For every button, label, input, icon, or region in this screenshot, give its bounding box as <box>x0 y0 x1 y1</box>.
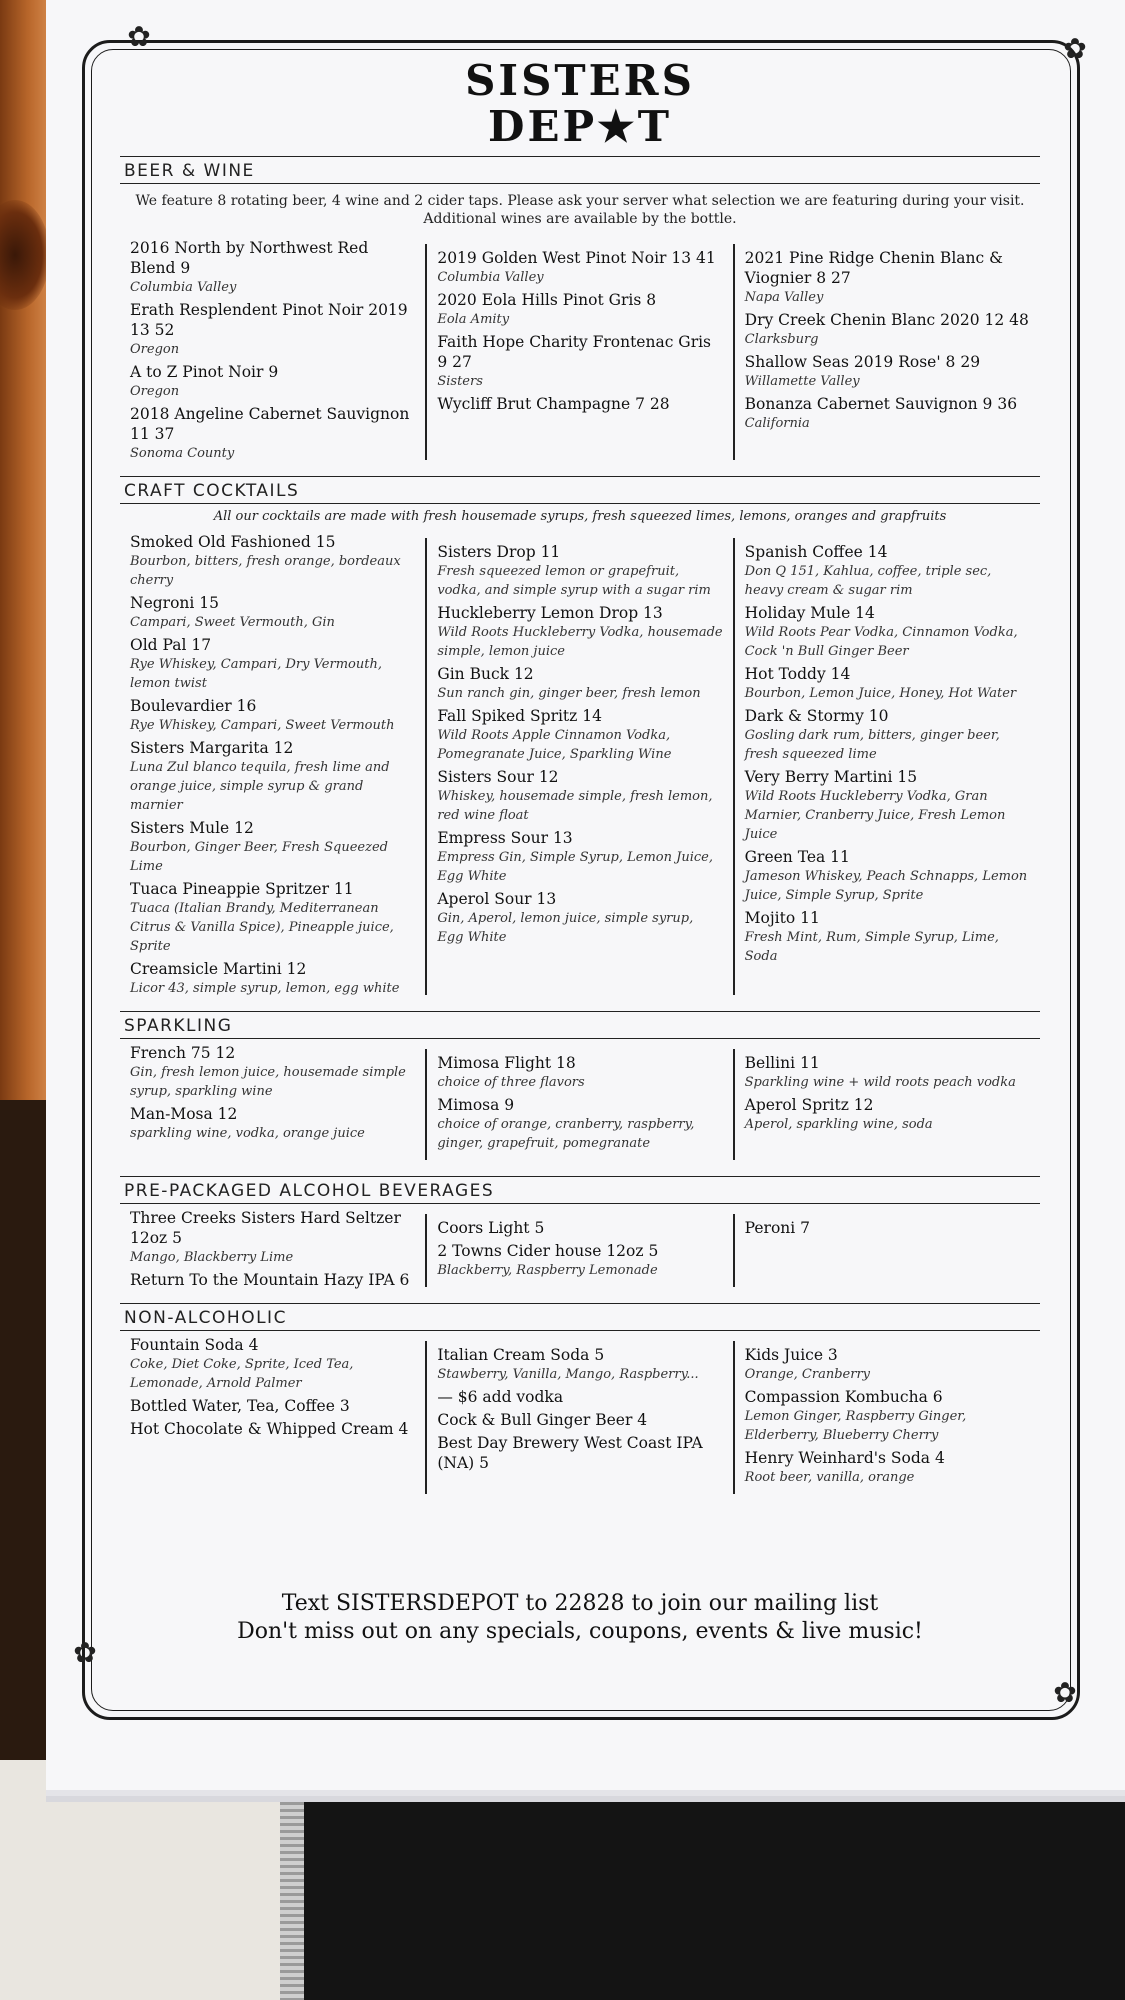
menu-item-description: Coke, Diet Coke, Sprite, Iced Tea, Lemonade, Arnold Palmer <box>130 1357 354 1391</box>
menu-columns <box>120 1039 1040 1170</box>
menu-item-description: Oregon <box>130 342 180 357</box>
mailing-list-footer <box>120 1590 1040 1646</box>
menu-item-description: Wild Roots Huckleberry Vodka, housemade simple, lemon juice <box>437 625 723 659</box>
menu-item-description: choice of three flavors <box>437 1075 585 1090</box>
menu-item-name: Aperol Sour 13 <box>437 890 557 908</box>
menu-item <box>745 352 1030 391</box>
menu-item-name: Bellini 11 <box>744 1054 820 1072</box>
menu-item <box>130 238 415 297</box>
menu-item <box>745 1218 1030 1238</box>
menu-item-description: Rye Whiskey, Campari, Dry Vermouth, lemon twist <box>130 657 382 691</box>
menu-item <box>130 738 415 815</box>
menu-item-name: Mimosa Flight 18 <box>437 1054 576 1072</box>
menu-item-name: Tuaca Pineappie Spritzer 11 <box>130 880 354 898</box>
menu-item-name: Spanish Coffee 14 <box>744 543 888 561</box>
menu-item-name: Return To the Mountain Hazy IPA 6 <box>130 1271 410 1289</box>
menu-item-name: Kids Juice 3 <box>744 1346 838 1364</box>
restaurant-name-line2: DEP★T <box>488 102 672 151</box>
menu-item <box>745 394 1030 433</box>
menu-item-description: Wild Roots Huckleberry Vodka, Gran Marnier, Cranberry Juice, Fresh Lemon Juice <box>744 789 1006 842</box>
menu-item-name: Fountain Soda 4 <box>130 1336 259 1354</box>
menu-item <box>437 1410 722 1430</box>
menu-item-description: Sparkling wine + wild roots peach vodka <box>744 1075 1016 1090</box>
menu-column <box>120 528 425 1005</box>
menu-item-description: Gosling dark rum, bitters, ginger beer, fresh squeezed lime <box>744 728 1000 762</box>
menu-item <box>130 1419 415 1439</box>
menu-item-description: Oregon <box>130 384 180 399</box>
menu-item-description: Stawberry, Vanilla, Mango, Raspberry... <box>437 1367 699 1382</box>
menu-item-name: Boulevardier 16 <box>130 697 257 715</box>
menu-item-name: Peroni 7 <box>744 1219 811 1237</box>
menu-item-description: Licor 43, simple syrup, lemon, egg white <box>130 981 400 996</box>
menu-item-description: Don Q 151, Kahlua, coffee, triple sec, heavy cream & sugar rim <box>744 564 992 598</box>
menu-item <box>745 603 1030 661</box>
menu-item <box>437 248 722 287</box>
menu-item <box>437 1218 722 1238</box>
footer-line: Don't miss out on any specials, coupons, events & live music! <box>237 1619 923 1644</box>
menu-item <box>130 1270 415 1290</box>
menu-item-name: Sisters Drop 11 <box>437 543 561 561</box>
menu-item-name: Man-Mosa 12 <box>130 1105 238 1123</box>
menu-item <box>437 290 722 329</box>
menu-item-description: Blackberry, Raspberry Lemonade <box>437 1263 658 1278</box>
menu-item-name: Very Berry Martini 15 <box>744 768 918 786</box>
menu-item-description: Napa Valley <box>744 290 824 305</box>
menu-item-description: Campari, Sweet Vermouth, Gin <box>130 615 335 630</box>
menu-item-name: Shallow Seas 2019 Rose' 8 29 <box>744 353 981 371</box>
menu-item-description: Eola Amity <box>437 312 510 327</box>
menu-item-name: Three Creeks Sisters Hard Seltzer 12oz 5 <box>130 1209 401 1247</box>
menu-item <box>130 959 415 998</box>
menu-item-description: Orange, Cranberry <box>744 1367 871 1382</box>
menu-item-description: choice of orange, cranberry, raspberry, ginger, grapefruit, pomegranate <box>437 1117 695 1151</box>
menu-item-description: Gin, Aperol, lemon juice, simple syrup, Egg White <box>437 911 694 945</box>
section-note: All our cocktails are made with fresh housemade syrups, fresh squeezed limes, lemons, oranges and grapfruits <box>213 509 947 524</box>
menu-item-description: California <box>744 416 810 431</box>
menu-item-description: Mango, Blackberry Lime <box>130 1250 294 1265</box>
menu-item-name: Negroni 15 <box>130 594 219 612</box>
section-non-alcoholic <box>120 1303 1040 1504</box>
menu-item <box>745 847 1030 905</box>
section-title: NON-ALCOHOLIC <box>120 1303 1040 1331</box>
menu-column <box>425 538 732 995</box>
menu-item <box>437 1387 722 1407</box>
section-craft-cocktails <box>120 476 1040 1005</box>
menu-item <box>130 1104 415 1143</box>
menu-item-name: Aperol Spritz 12 <box>744 1096 874 1114</box>
section-prepackaged <box>120 1176 1040 1297</box>
menu-item-description: Fresh squeezed lemon or grapefruit, vodka, and simple syrup with a sugar rim <box>437 564 711 598</box>
menu-item-name: 2018 Angeline Cabernet Sauvignon 11 37 <box>130 405 410 443</box>
menu-item-description: Wild Roots Pear Vodka, Cinnamon Vodka, Cock 'n Bull Ginger Beer <box>744 625 1018 659</box>
dark-fabric-background <box>300 1760 1125 2000</box>
menu-item-description: Wild Roots Apple Cinnamon Vodka, Pomegranate Juice, Sparkling Wine <box>437 728 672 762</box>
menu-item-name: Bottled Water, Tea, Coffee 3 <box>130 1397 350 1415</box>
floral-corner-icon: ✿ <box>1063 32 1087 65</box>
menu-item-name: Empress Sour 13 <box>437 829 573 847</box>
menu-item-description: Tuaca (Italian Brandy, Mediterranean Citrus & Vanilla Spice), Pineapple juice, Sprite <box>130 901 394 954</box>
menu-item <box>130 593 415 632</box>
menu-item-name: Sisters Mule 12 <box>130 819 254 837</box>
menu-item <box>437 394 722 414</box>
menu-item <box>130 362 415 401</box>
menu-item-name: Best Day Brewery West Coast IPA (NA) 5 <box>437 1434 703 1472</box>
floral-corner-icon: ✿ <box>73 1636 97 1669</box>
menu-item-description: Whiskey, housemade simple, fresh lemon, red wine float <box>437 789 713 823</box>
menu-item-description: Clarksburg <box>744 332 819 347</box>
menu-item-description: Columbia Valley <box>437 270 544 285</box>
menu-item <box>745 1448 1030 1487</box>
menu-column <box>425 244 732 460</box>
menu-item-description: Willamette Valley <box>744 374 860 389</box>
menu-item <box>745 248 1030 307</box>
menu-item-name: Dark & Stormy 10 <box>744 707 889 725</box>
menu-item-name: Smoked Old Fashioned 15 <box>130 533 336 551</box>
menu-item <box>437 767 722 825</box>
section-title: BEER & WINE <box>120 156 1040 184</box>
menu-item-name: Bonanza Cabernet Sauvignon 9 36 <box>744 395 1018 413</box>
menu-item <box>130 696 415 735</box>
menu-item <box>437 1053 722 1092</box>
section-beer-wine <box>120 156 1040 470</box>
menu-item-description: Jameson Whiskey, Peach Schnapps, Lemon Juice, Simple Syrup, Sprite <box>744 869 1028 903</box>
menu-item-name: Green Tea 11 <box>744 848 850 866</box>
menu-item-description: Rye Whiskey, Campari, Sweet Vermouth <box>130 718 395 733</box>
wood-knot <box>0 200 50 310</box>
menu-item-description: Root beer, vanilla, orange <box>744 1470 915 1485</box>
menu-item-name: Cock & Bull Ginger Beer 4 <box>437 1411 648 1429</box>
menu-item <box>437 542 722 600</box>
menu-item <box>130 532 415 590</box>
menu-columns <box>120 1331 1040 1504</box>
menu-column <box>425 1214 732 1287</box>
menu-item-name: French 75 12 <box>130 1044 236 1062</box>
menu-item <box>437 603 722 661</box>
menu-item-name: Sisters Sour 12 <box>437 768 559 786</box>
menu-item-description: Sun ranch gin, ginger beer, fresh lemon <box>437 686 701 701</box>
menu-item-name: 2016 North by Northwest Red Blend 9 <box>130 239 369 277</box>
menu-item-name: Dry Creek Chenin Blanc 2020 12 48 <box>744 311 1029 329</box>
restaurant-name <box>120 58 1040 150</box>
menu-item-description: Empress Gin, Simple Syrup, Lemon Juice, Egg White <box>437 850 713 884</box>
menu-item-description: Bourbon, bitters, fresh orange, bordeaux cherry <box>130 554 401 588</box>
menu-item <box>130 879 415 956</box>
zipper <box>280 1770 304 2000</box>
menu-item-name: Erath Resplendent Pinot Noir 2019 13 52 <box>130 301 408 339</box>
section-note-line: Additional wines are available by the bottle. <box>423 211 737 227</box>
menu-item-name: Faith Hope Charity Frontenac Gris 9 27 <box>437 333 712 371</box>
menu-item-name: Holiday Mule 14 <box>744 604 875 622</box>
menu-item <box>130 404 415 463</box>
menu-item <box>745 1387 1030 1445</box>
menu-item <box>437 889 722 947</box>
menu-column <box>733 538 1040 995</box>
section-title: CRAFT COCKTAILS <box>120 476 1040 504</box>
menu-item-description: Bourbon, Ginger Beer, Fresh Squeezed Lime <box>130 840 388 874</box>
menu-item <box>745 310 1030 349</box>
footer-line: Text SISTERSDEPOT to 22828 to join our mailing list <box>281 1591 879 1616</box>
section-note-line: We feature 8 rotating beer, 4 wine and 2 cider taps. Please ask your server what selection we are featuring during your visit. <box>135 193 1025 209</box>
floral-corner-icon: ✿ <box>127 20 151 53</box>
menu-item <box>130 300 415 359</box>
menu-item-name: 2 Towns Cider house 12oz 5 <box>437 1242 659 1260</box>
menu-item <box>745 908 1030 966</box>
menu-item-name: Wycliff Brut Champagne 7 28 <box>437 395 670 413</box>
menu-item-name: Sisters Margarita 12 <box>130 739 294 757</box>
menu-item-description: Luna Zul blanco tequila, fresh lime and orange juice, simple syrup & grand marnier <box>130 760 390 813</box>
menu-column <box>733 244 1040 460</box>
menu-columns <box>120 528 1040 1005</box>
section-sparkling <box>120 1011 1040 1170</box>
menu-item <box>437 332 722 391</box>
menu-item <box>437 1241 722 1280</box>
menu-column <box>733 1341 1040 1494</box>
menu-item-description: Sonoma County <box>130 446 235 461</box>
menu-item-name: 2019 Golden West Pinot Noir 13 41 <box>437 249 716 267</box>
menu-item <box>130 1396 415 1416</box>
menu-item <box>130 818 415 876</box>
menu-item-name: Compassion Kombucha 6 <box>744 1388 943 1406</box>
menu-item-description: Lemon Ginger, Raspberry Ginger, Elderberry, Blueberry Cherry <box>744 1409 967 1443</box>
floral-corner-icon: ✿ <box>1053 1676 1077 1709</box>
menu-item-name: Creamsicle Martini 12 <box>130 960 307 978</box>
menu-item-name: Henry Weinhard's Soda 4 <box>744 1449 945 1467</box>
menu-item-description: Sisters <box>437 374 483 389</box>
restaurant-name-line1: SISTERS <box>465 56 695 105</box>
menu-item-description: Fresh Mint, Rum, Simple Syrup, Lime, Soda <box>744 930 999 964</box>
section-title: SPARKLING <box>120 1011 1040 1039</box>
menu-item-name: 2021 Pine Ridge Chenin Blanc & Viognier 8 27 <box>744 249 1003 287</box>
menu-column <box>120 234 425 470</box>
menu-item <box>745 1095 1030 1134</box>
menu-columns <box>120 234 1040 470</box>
section-note <box>120 192 1040 228</box>
menu-item <box>130 1335 415 1393</box>
menu-item <box>745 664 1030 703</box>
menu-item-name: Huckleberry Lemon Drop 13 <box>437 604 663 622</box>
white-sleeve-background <box>0 1760 300 2000</box>
menu-column <box>733 1049 1040 1160</box>
menu-column <box>425 1049 732 1160</box>
menu-item <box>437 1345 722 1384</box>
menu-item-name: A to Z Pinot Noir 9 <box>130 363 279 381</box>
menu-item-name: Old Pal 17 <box>130 636 212 654</box>
menu-item <box>130 635 415 693</box>
menu-item-description: Bourbon, Lemon Juice, Honey, Hot Water <box>744 686 1017 701</box>
menu-column <box>733 1214 1040 1287</box>
menu-item-description: Gin, fresh lemon juice, housemade simple syrup, sparkling wine <box>130 1065 406 1099</box>
menu-item-name: Mojito 11 <box>744 909 820 927</box>
section-title: PRE-PACKAGED ALCOHOL BEVERAGES <box>120 1176 1040 1204</box>
menu-item-name: Coors Light 5 <box>437 1219 545 1237</box>
menu-content <box>120 58 1040 1504</box>
menu-item <box>437 706 722 764</box>
menu-column <box>425 1341 732 1494</box>
menu-item-name: — $6 add vodka <box>437 1388 564 1406</box>
menu-item <box>130 1043 415 1101</box>
menu-item <box>437 664 722 703</box>
menu-item-name: Italian Cream Soda 5 <box>437 1346 605 1364</box>
menu-item-name: Gin Buck 12 <box>437 665 534 683</box>
menu-item-name: Hot Chocolate & Whipped Cream 4 <box>130 1420 409 1438</box>
menu-item <box>745 542 1030 600</box>
menu-item-description: Aperol, sparkling wine, soda <box>744 1117 933 1132</box>
menu-item-name: Mimosa 9 <box>437 1096 515 1114</box>
menu-item-name: Hot Toddy 14 <box>744 665 851 683</box>
menu-item-name: 2020 Eola Hills Pinot Gris 8 <box>437 291 657 309</box>
menu-columns <box>120 1204 1040 1297</box>
menu-item-name: Fall Spiked Spritz 14 <box>437 707 602 725</box>
menu-column <box>120 1204 425 1297</box>
menu-item <box>745 706 1030 764</box>
menu-column <box>120 1331 425 1504</box>
menu-item <box>437 1433 722 1473</box>
menu-item <box>745 1345 1030 1384</box>
menu-item <box>437 828 722 886</box>
menu-column <box>120 1039 425 1170</box>
menu-item <box>745 767 1030 844</box>
menu-item-description: sparkling wine, vodka, orange juice <box>130 1126 365 1141</box>
menu-item <box>745 1053 1030 1092</box>
menu-item-description: Columbia Valley <box>130 280 237 295</box>
menu-item <box>130 1208 415 1267</box>
menu-item <box>437 1095 722 1153</box>
